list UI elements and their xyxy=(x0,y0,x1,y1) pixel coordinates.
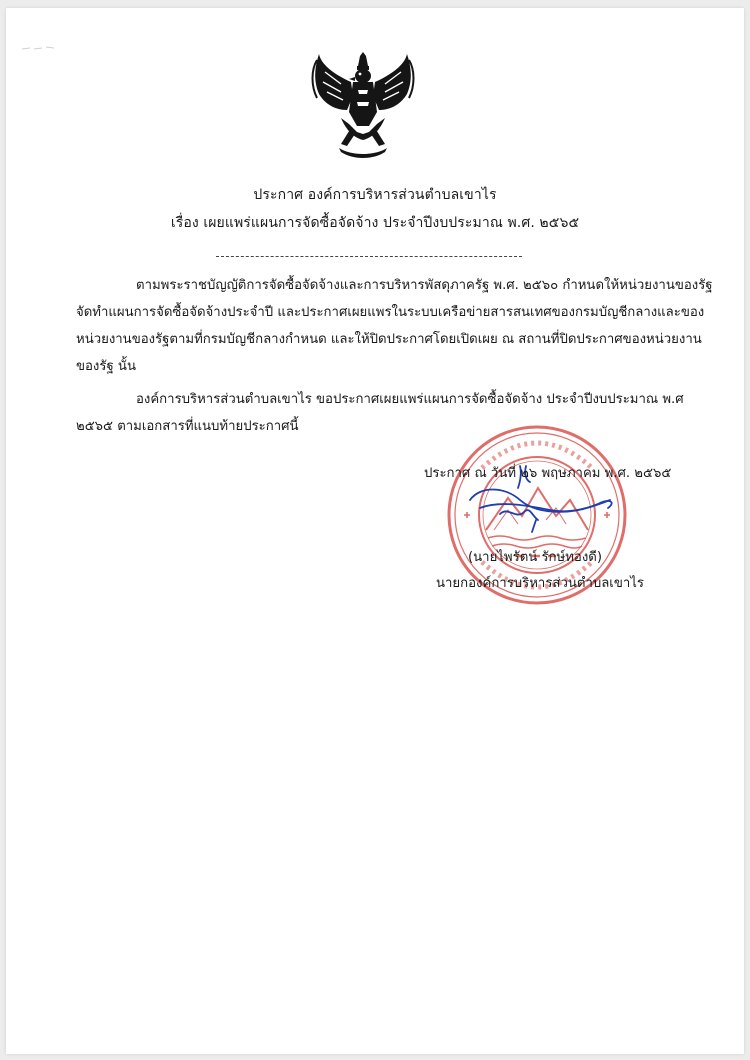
body-paragraph-2 xyxy=(76,386,684,440)
paragraph-1-line-2: จัดทำแผนการจัดซื้อจัดจ้างประจำปี และประกาศเผยแพรในระบบเครือข่ายสารสนเทศของกรมบัญชีกลางและของ xyxy=(76,305,705,320)
paragraph-1-line-4: ของรัฐ นั้น xyxy=(76,359,136,374)
garuda-emblem-icon xyxy=(311,52,415,164)
paragraph-1-line-1: ตามพระราชบัญญัติการจัดซื้อจัดจ้างและการบริหารพัสดุภาครัฐ พ.ศ. ๒๕๖๐ กำหนดให้หน่วยงานของรัฐ xyxy=(136,278,713,293)
signer-name: (นายไพรัตน์ รักษ์ทองดี) xyxy=(468,550,602,565)
body-paragraph-1 xyxy=(76,272,713,380)
paragraph-1-line-3: หน่วยงานของรัฐตามที่กรมบัญชีกลางกำหนด และให้ปิดประกาศโดยเปิดเผย ณ สถานที่ปิดประกาศของหน่วยงาน xyxy=(76,332,702,347)
signer-title: นายกองค์การบริหารส่วนตำบลเขาไร xyxy=(436,576,644,591)
document-page xyxy=(6,8,744,1054)
announcement-subject: เรื่อง เผยแพร่แผนการจัดซื้อจัดจ้าง ประจำปีงบประมาณ พ.ศ. ๒๕๖๕ xyxy=(170,215,580,231)
paragraph-2-line-1: องค์การบริหารส่วนตำบลเขาไร ขอประกาศเผยแพร่แผนการจัดซื้อจัดจ้าง ประจำปีงบประมาณ พ.ศ xyxy=(136,392,684,407)
dashed-divider xyxy=(216,256,522,257)
scan-speck-decoration xyxy=(20,44,60,52)
paragraph-2-line-2: ๒๕๖๕ ตามเอกสารที่แนบท้ายประกาศนี้ xyxy=(76,419,299,434)
announcement-date: ประกาศ ณ วันที่ ๒๖ พฤษภาคม พ.ศ. ๒๕๖๕ xyxy=(424,466,672,481)
announcement-header: ประกาศ องค์การบริหารส่วนตำบลเขาไร xyxy=(253,187,497,203)
